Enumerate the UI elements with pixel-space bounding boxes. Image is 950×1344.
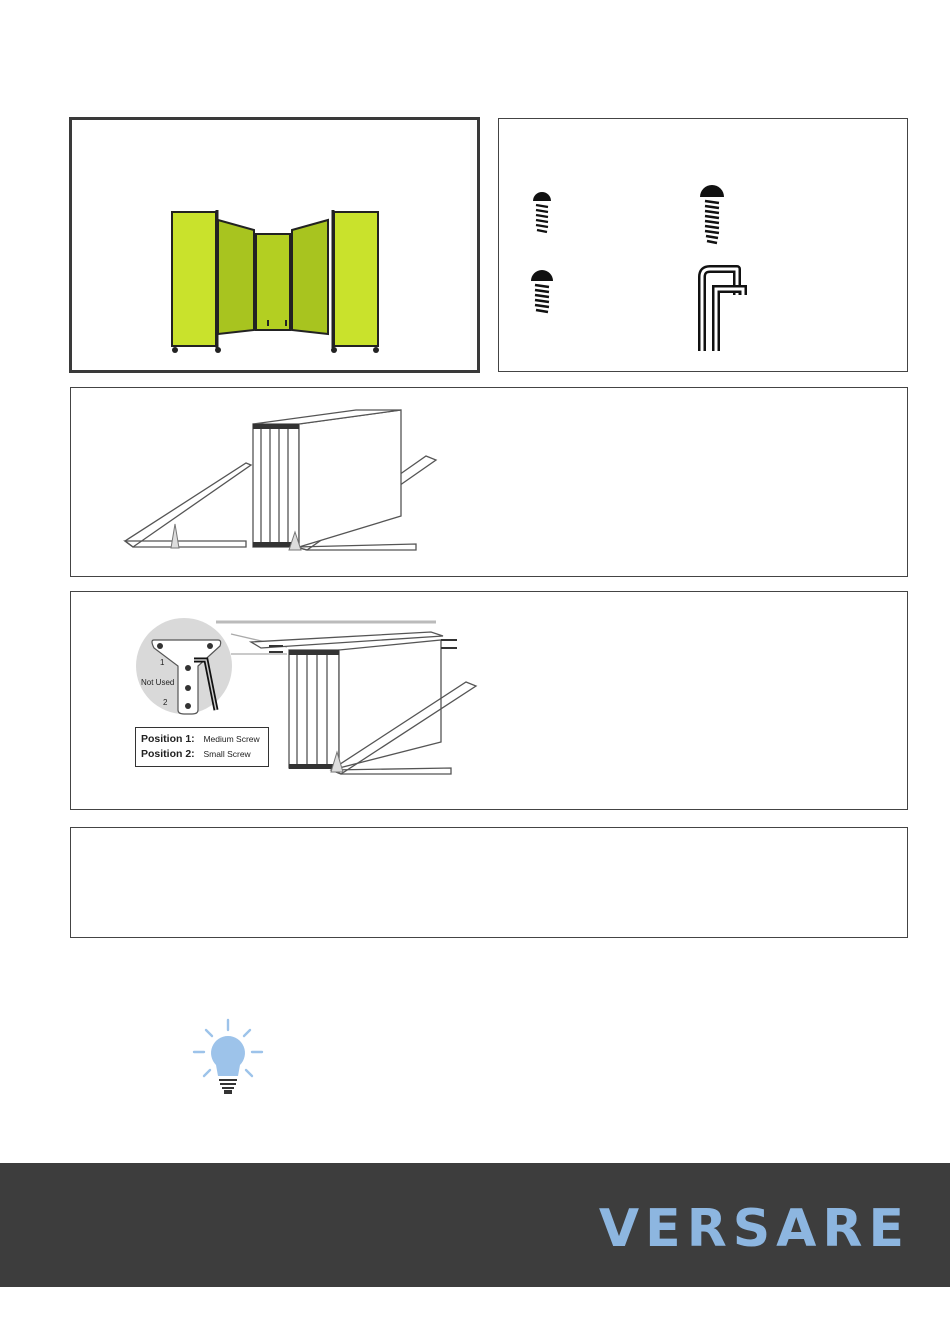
- detail-label-position-2: 2: [163, 698, 168, 707]
- detail-label-not-used: Not Used: [141, 678, 175, 687]
- step-1-panel: [70, 387, 908, 577]
- large-screw-icon: [697, 183, 727, 243]
- legend-position-1-desc: Medium Screw: [203, 734, 260, 744]
- folded-divider-with-feet-illustration: [71, 388, 907, 576]
- legend-position-2-desc: Small Screw: [203, 749, 251, 759]
- step-3-panel: [70, 827, 908, 938]
- screw-position-legend: [135, 727, 269, 767]
- hardware-panel: [498, 118, 908, 372]
- brand-logo: VERSARE: [598, 1199, 910, 1259]
- detail-label-position-1: 1: [160, 658, 165, 667]
- footer-bar: [0, 1163, 950, 1287]
- room-divider-illustration: [72, 120, 477, 370]
- step-2-panel: [70, 591, 908, 810]
- allen-key-icon: [697, 265, 747, 355]
- legend-position-2-label: Position 2:: [141, 748, 195, 760]
- product-image-panel: [69, 117, 480, 373]
- small-screw-icon: [527, 187, 557, 237]
- lightbulb-icon: [190, 1018, 270, 1098]
- legend-position-1-label: Position 1:: [141, 733, 195, 745]
- medium-screw-icon: [527, 267, 557, 319]
- divider-assembly-illustration: [71, 592, 907, 809]
